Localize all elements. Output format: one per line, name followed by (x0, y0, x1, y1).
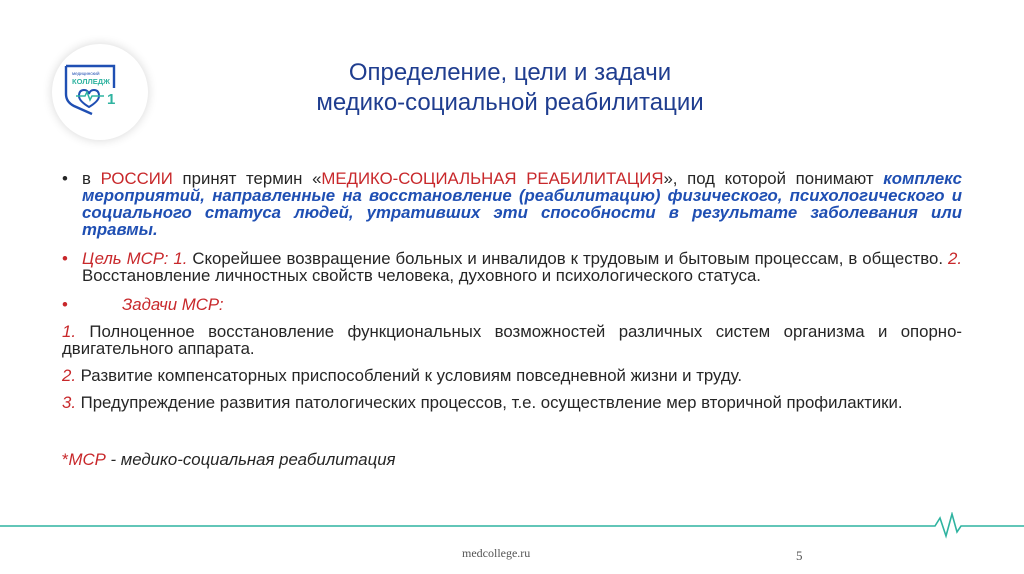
bullet-dot: • (62, 169, 68, 188)
term-definition-emphasis: комплекс мероприятий, направленные на восстановление (реабилитацию) физического, психологического и социального статуса людей, утративших эти способности в результате заболевания или травмы. (82, 169, 963, 239)
goal-text-1: Скорейшее возвращение больных и инвалидов к трудовым и бытовым процессам, в общество. (187, 249, 948, 268)
term-definition-bullet (62, 170, 962, 238)
slide-content (62, 170, 962, 468)
logo-text-main: КОЛЛЕДЖ (72, 77, 110, 86)
term-text-3: », под которой понимают (663, 169, 884, 188)
title-line-1: Определение, цели и задачи (348, 59, 672, 86)
goal-number-1: 1. (173, 249, 188, 268)
goal-bullet (62, 250, 962, 284)
task-item-1 (62, 323, 962, 357)
footer-pulse-line (0, 512, 1024, 542)
term-text-russia: РОССИИ (100, 169, 173, 188)
task-item-3 (62, 394, 962, 411)
goal-label: Цель МСР: (82, 249, 174, 268)
bullet-dot: • (62, 295, 68, 314)
tasks-bullet (62, 296, 962, 313)
term-text-2: принят термин « (172, 169, 322, 188)
logo-emblem-icon (52, 44, 148, 140)
bullet-dot: • (62, 249, 68, 268)
tasks-label: Задачи МСР: (122, 295, 224, 314)
task-number: 1. (62, 322, 76, 341)
college-logo (52, 44, 148, 140)
term-text-name: МЕДИКО-СОЦИАЛЬНАЯ РЕАБИЛИТАЦИЯ (321, 169, 664, 188)
task-text: Полноценное восстановление функциональных возможностей различных систем организма и опорно-двигательного аппарата. (62, 322, 962, 358)
term-text-1: в (82, 169, 101, 188)
task-number: 2. (62, 366, 76, 385)
task-text: Предупреждение развития патологических процессов, т.е. осуществление мер вторичной профилактики. (76, 393, 903, 412)
task-number: 3. (62, 393, 76, 412)
logo-number: 1 (107, 91, 116, 108)
page-title (230, 58, 790, 118)
logo-text-top: медицинский (72, 71, 100, 76)
page-number: 5 (796, 548, 803, 563)
abbreviation-footnote (62, 451, 962, 468)
goal-text-2: Восстановление личностных свойств человека, духовного и психологического статуса. (82, 266, 761, 285)
footnote-text: - медико-социальная реабилитация (105, 450, 396, 469)
title-line-2: медико-социальной реабилитации (316, 89, 704, 116)
task-text: Развитие компенсаторных приспособлений к условиям повседневной жизни и труду. (76, 366, 743, 385)
goal-number-2: 2. (947, 249, 962, 268)
task-item-2 (62, 367, 962, 384)
footnote-abbr: МСР (68, 450, 106, 469)
footer-site: medcollege.ru (462, 546, 531, 560)
footnote-star: * (62, 450, 69, 469)
